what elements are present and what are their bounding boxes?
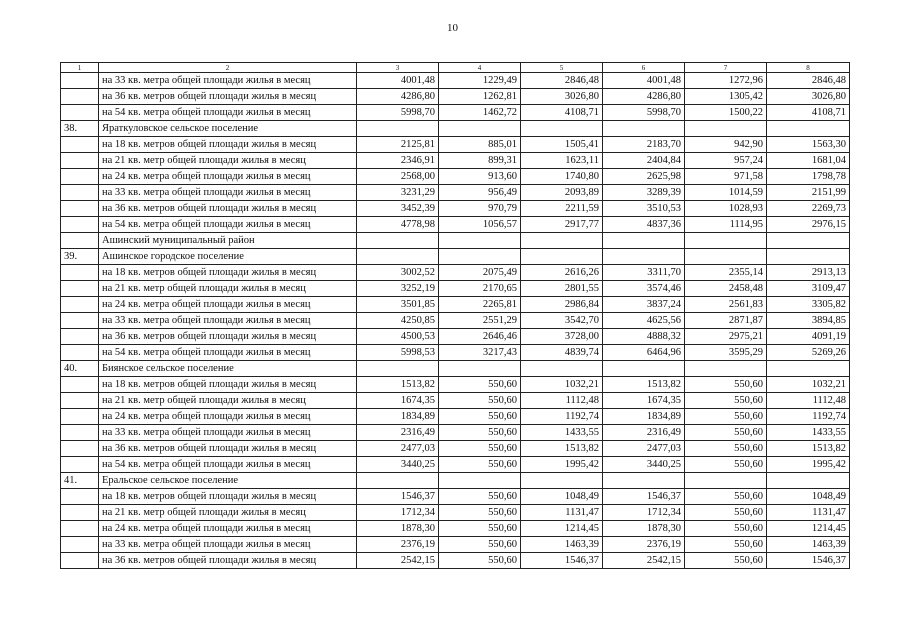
value-cell: 5998,70	[603, 105, 685, 121]
value-cell: 1229,49	[439, 73, 521, 89]
value-cell: 4888,32	[603, 329, 685, 345]
row-index	[61, 265, 99, 281]
value-cell: 1433,55	[521, 425, 603, 441]
value-cell: 3026,80	[767, 89, 850, 105]
empty-cell	[521, 249, 603, 265]
value-cell: 2477,03	[603, 441, 685, 457]
row-label: на 54 кв. метра общей площади жилья в месяц	[99, 457, 357, 473]
row-label: на 33 кв. метра общей площади жилья в месяц	[99, 73, 357, 89]
table-row	[61, 73, 850, 89]
value-cell: 550,60	[439, 505, 521, 521]
row-label: на 54 кв. метра общей площади жилья в месяц	[99, 105, 357, 121]
value-cell: 550,60	[685, 489, 767, 505]
row-index	[61, 345, 99, 361]
row-label: на 21 кв. метр общей площади жилья в месяц	[99, 505, 357, 521]
value-cell: 2542,15	[603, 553, 685, 569]
value-cell: 3452,39	[357, 201, 439, 217]
value-cell: 3217,43	[439, 345, 521, 361]
value-cell: 1032,21	[521, 377, 603, 393]
value-cell: 550,60	[439, 425, 521, 441]
value-cell: 1513,82	[357, 377, 439, 393]
row-label: на 21 кв. метр общей площади жилья в месяц	[99, 393, 357, 409]
row-index	[61, 425, 99, 441]
value-cell: 550,60	[439, 553, 521, 569]
row-index	[61, 89, 99, 105]
section-row	[61, 473, 850, 489]
row-index	[61, 153, 99, 169]
value-cell: 1681,04	[767, 153, 850, 169]
row-label: на 21 кв. метр общей площади жилья в месяц	[99, 281, 357, 297]
column-number: 8	[767, 63, 850, 73]
table-row	[61, 489, 850, 505]
table-row	[61, 457, 850, 473]
value-cell: 4286,80	[357, 89, 439, 105]
value-cell: 4091,19	[767, 329, 850, 345]
table-row	[61, 137, 850, 153]
value-cell: 4778,98	[357, 217, 439, 233]
value-cell: 2975,21	[685, 329, 767, 345]
value-cell: 2551,29	[439, 313, 521, 329]
table-row	[61, 169, 850, 185]
table-row	[61, 297, 850, 313]
row-index	[61, 553, 99, 569]
empty-cell	[767, 473, 850, 489]
row-label: на 33 кв. метра общей площади жилья в месяц	[99, 425, 357, 441]
value-cell: 2316,49	[603, 425, 685, 441]
row-index	[61, 409, 99, 425]
column-number: 6	[603, 63, 685, 73]
value-cell: 971,58	[685, 169, 767, 185]
row-index	[61, 105, 99, 121]
empty-cell	[439, 233, 521, 249]
value-cell: 1798,78	[767, 169, 850, 185]
value-cell: 5269,26	[767, 345, 850, 361]
value-cell: 550,60	[439, 457, 521, 473]
empty-cell	[521, 121, 603, 137]
row-index	[61, 313, 99, 329]
column-number: 4	[439, 63, 521, 73]
empty-cell	[521, 233, 603, 249]
value-cell: 2376,19	[603, 537, 685, 553]
row-index	[61, 73, 99, 89]
value-cell: 4108,71	[767, 105, 850, 121]
value-cell: 1513,82	[603, 377, 685, 393]
value-cell: 1563,30	[767, 137, 850, 153]
value-cell: 2801,55	[521, 281, 603, 297]
value-cell: 5998,70	[357, 105, 439, 121]
value-cell: 2151,99	[767, 185, 850, 201]
value-cell: 3026,80	[521, 89, 603, 105]
value-cell: 550,60	[439, 441, 521, 457]
value-cell: 1272,96	[685, 73, 767, 89]
empty-cell	[439, 121, 521, 137]
section-row	[61, 361, 850, 377]
row-label: на 54 кв. метра общей площади жилья в месяц	[99, 345, 357, 361]
value-cell: 2568,00	[357, 169, 439, 185]
value-cell: 2846,48	[767, 73, 850, 89]
value-cell: 970,79	[439, 201, 521, 217]
table-row	[61, 521, 850, 537]
value-cell: 2346,91	[357, 153, 439, 169]
value-cell: 3311,70	[603, 265, 685, 281]
value-cell: 2625,98	[603, 169, 685, 185]
value-cell: 2976,15	[767, 217, 850, 233]
value-cell: 3728,00	[521, 329, 603, 345]
value-cell: 2316,49	[357, 425, 439, 441]
value-cell: 550,60	[685, 553, 767, 569]
value-cell: 2170,65	[439, 281, 521, 297]
empty-cell	[357, 233, 439, 249]
row-index: 38.	[61, 121, 99, 137]
value-cell: 1112,48	[521, 393, 603, 409]
row-label: на 36 кв. метров общей площади жилья в месяц	[99, 329, 357, 345]
value-cell: 1546,37	[603, 489, 685, 505]
value-cell: 550,60	[439, 377, 521, 393]
value-cell: 2913,13	[767, 265, 850, 281]
row-index	[61, 393, 99, 409]
value-cell: 550,60	[685, 425, 767, 441]
table-row	[61, 329, 850, 345]
value-cell: 2871,87	[685, 313, 767, 329]
value-cell: 550,60	[685, 521, 767, 537]
value-cell: 3595,29	[685, 345, 767, 361]
table-row	[61, 393, 850, 409]
value-cell: 2265,81	[439, 297, 521, 313]
table-row	[61, 537, 850, 553]
value-cell: 1192,74	[767, 409, 850, 425]
value-cell: 1048,49	[767, 489, 850, 505]
section-title: Биянское сельское поселение	[99, 361, 357, 377]
value-cell: 2646,46	[439, 329, 521, 345]
row-label: на 18 кв. метров общей площади жилья в месяц	[99, 137, 357, 153]
empty-cell	[603, 249, 685, 265]
value-cell: 1131,47	[767, 505, 850, 521]
row-label: на 18 кв. метров общей площади жилья в месяц	[99, 377, 357, 393]
table-body	[61, 73, 850, 569]
value-cell: 1712,34	[603, 505, 685, 521]
row-index	[61, 329, 99, 345]
value-cell: 1262,81	[439, 89, 521, 105]
value-cell: 1674,35	[603, 393, 685, 409]
row-index	[61, 537, 99, 553]
empty-cell	[357, 361, 439, 377]
value-cell: 550,60	[685, 409, 767, 425]
row-label: на 24 кв. метра общей площади жилья в месяц	[99, 297, 357, 313]
table-row	[61, 153, 850, 169]
empty-cell	[767, 249, 850, 265]
value-cell: 1056,57	[439, 217, 521, 233]
value-cell: 956,49	[439, 185, 521, 201]
value-cell: 1995,42	[521, 457, 603, 473]
table-row	[61, 265, 850, 281]
table-row	[61, 425, 850, 441]
value-cell: 3231,29	[357, 185, 439, 201]
row-index: 41.	[61, 473, 99, 489]
value-cell: 1500,22	[685, 105, 767, 121]
value-cell: 2917,77	[521, 217, 603, 233]
row-label: на 24 кв. метра общей площади жилья в месяц	[99, 169, 357, 185]
value-cell: 1623,11	[521, 153, 603, 169]
value-cell: 2458,48	[685, 281, 767, 297]
table-row	[61, 89, 850, 105]
table-row	[61, 377, 850, 393]
table-row	[61, 201, 850, 217]
empty-cell	[357, 249, 439, 265]
empty-cell	[439, 249, 521, 265]
value-cell: 3252,19	[357, 281, 439, 297]
row-index	[61, 441, 99, 457]
value-cell: 1505,41	[521, 137, 603, 153]
value-cell: 3289,39	[603, 185, 685, 201]
value-cell: 550,60	[439, 521, 521, 537]
value-cell: 3109,47	[767, 281, 850, 297]
value-cell: 3440,25	[603, 457, 685, 473]
tariff-table	[60, 62, 850, 569]
value-cell: 1028,93	[685, 201, 767, 217]
row-index	[61, 521, 99, 537]
value-cell: 1112,48	[767, 393, 850, 409]
value-cell: 1546,37	[521, 553, 603, 569]
row-index	[61, 217, 99, 233]
column-number: 1	[61, 63, 99, 73]
section-row	[61, 249, 850, 265]
value-cell: 1834,89	[603, 409, 685, 425]
value-cell: 1513,82	[767, 441, 850, 457]
row-label: на 33 кв. метра общей площади жилья в месяц	[99, 537, 357, 553]
column-number: 3	[357, 63, 439, 73]
row-index	[61, 297, 99, 313]
value-cell: 550,60	[685, 377, 767, 393]
row-label: на 36 кв. метров общей площади жилья в месяц	[99, 89, 357, 105]
table-row	[61, 345, 850, 361]
value-cell: 550,60	[685, 441, 767, 457]
column-number: 5	[521, 63, 603, 73]
row-index	[61, 137, 99, 153]
row-index	[61, 169, 99, 185]
column-number: 2	[99, 63, 357, 73]
empty-cell	[685, 233, 767, 249]
table-row	[61, 313, 850, 329]
value-cell: 2211,59	[521, 201, 603, 217]
value-cell: 2404,84	[603, 153, 685, 169]
empty-cell	[357, 473, 439, 489]
value-cell: 2616,26	[521, 265, 603, 281]
column-number: 7	[685, 63, 767, 73]
value-cell: 899,31	[439, 153, 521, 169]
row-index	[61, 281, 99, 297]
value-cell: 1462,72	[439, 105, 521, 121]
row-index	[61, 377, 99, 393]
value-cell: 3440,25	[357, 457, 439, 473]
value-cell: 550,60	[439, 409, 521, 425]
value-cell: 550,60	[439, 393, 521, 409]
section-row	[61, 233, 850, 249]
value-cell: 1834,89	[357, 409, 439, 425]
value-cell: 550,60	[685, 537, 767, 553]
value-cell: 1192,74	[521, 409, 603, 425]
value-cell: 2542,15	[357, 553, 439, 569]
empty-cell	[685, 121, 767, 137]
value-cell: 1878,30	[357, 521, 439, 537]
row-index	[61, 505, 99, 521]
section-title: Еральское сельское поселение	[99, 473, 357, 489]
table-row	[61, 185, 850, 201]
row-label: на 54 кв. метра общей площади жилья в месяц	[99, 217, 357, 233]
value-cell: 1740,80	[521, 169, 603, 185]
value-cell: 2125,81	[357, 137, 439, 153]
row-index	[61, 489, 99, 505]
value-cell: 4001,48	[603, 73, 685, 89]
value-cell: 2183,70	[603, 137, 685, 153]
value-cell: 1114,95	[685, 217, 767, 233]
value-cell: 913,60	[439, 169, 521, 185]
empty-cell	[767, 361, 850, 377]
row-index: 39.	[61, 249, 99, 265]
value-cell: 2355,14	[685, 265, 767, 281]
value-cell: 4001,48	[357, 73, 439, 89]
row-index	[61, 233, 99, 249]
row-label: на 21 кв. метр общей площади жилья в месяц	[99, 153, 357, 169]
value-cell: 1032,21	[767, 377, 850, 393]
table-row	[61, 505, 850, 521]
value-cell: 3837,24	[603, 297, 685, 313]
row-index	[61, 201, 99, 217]
section-title: Ашинское городское поселение	[99, 249, 357, 265]
value-cell: 1048,49	[521, 489, 603, 505]
row-label: на 36 кв. метров общей площади жилья в месяц	[99, 553, 357, 569]
value-cell: 1214,45	[521, 521, 603, 537]
value-cell: 3501,85	[357, 297, 439, 313]
row-label: на 24 кв. метра общей площади жилья в месяц	[99, 521, 357, 537]
table-row	[61, 553, 850, 569]
value-cell: 1463,39	[767, 537, 850, 553]
column-number-row	[61, 63, 850, 73]
empty-cell	[603, 121, 685, 137]
value-cell: 2093,89	[521, 185, 603, 201]
empty-cell	[439, 473, 521, 489]
value-cell: 3894,85	[767, 313, 850, 329]
value-cell: 2846,48	[521, 73, 603, 89]
value-cell: 4837,36	[603, 217, 685, 233]
value-cell: 4250,85	[357, 313, 439, 329]
value-cell: 957,24	[685, 153, 767, 169]
value-cell: 1995,42	[767, 457, 850, 473]
value-cell: 3542,70	[521, 313, 603, 329]
value-cell: 550,60	[685, 393, 767, 409]
value-cell: 1674,35	[357, 393, 439, 409]
row-label: на 36 кв. метров общей площади жилья в месяц	[99, 441, 357, 457]
value-cell: 2376,19	[357, 537, 439, 553]
value-cell: 3574,46	[603, 281, 685, 297]
value-cell: 2986,84	[521, 297, 603, 313]
value-cell: 1546,37	[767, 553, 850, 569]
section-title: Ашинский муниципальный район	[99, 233, 357, 249]
value-cell: 1712,34	[357, 505, 439, 521]
empty-cell	[521, 473, 603, 489]
empty-cell	[521, 361, 603, 377]
value-cell: 942,90	[685, 137, 767, 153]
value-cell: 1305,42	[685, 89, 767, 105]
value-cell: 1546,37	[357, 489, 439, 505]
empty-cell	[767, 233, 850, 249]
value-cell: 2269,73	[767, 201, 850, 217]
value-cell: 3510,53	[603, 201, 685, 217]
value-cell: 5998,53	[357, 345, 439, 361]
empty-cell	[603, 233, 685, 249]
value-cell: 1878,30	[603, 521, 685, 537]
table-row	[61, 441, 850, 457]
empty-cell	[685, 249, 767, 265]
table-row	[61, 409, 850, 425]
section-row	[61, 121, 850, 137]
empty-cell	[603, 361, 685, 377]
row-label: на 24 кв. метра общей площади жилья в месяц	[99, 409, 357, 425]
value-cell: 1433,55	[767, 425, 850, 441]
empty-cell	[685, 473, 767, 489]
value-cell: 4500,53	[357, 329, 439, 345]
table-row	[61, 281, 850, 297]
value-cell: 6464,96	[603, 345, 685, 361]
row-label: на 18 кв. метров общей площади жилья в месяц	[99, 265, 357, 281]
value-cell: 1214,45	[767, 521, 850, 537]
page-number: 10	[447, 22, 458, 34]
row-index: 40.	[61, 361, 99, 377]
table-row	[61, 105, 850, 121]
row-label: на 33 кв. метра общей площади жилья в месяц	[99, 185, 357, 201]
value-cell: 2477,03	[357, 441, 439, 457]
section-title: Яраткуловское сельское поселение	[99, 121, 357, 137]
row-index	[61, 457, 99, 473]
value-cell: 1131,47	[521, 505, 603, 521]
value-cell: 550,60	[439, 537, 521, 553]
value-cell: 4839,74	[521, 345, 603, 361]
value-cell: 3305,82	[767, 297, 850, 313]
value-cell: 1463,39	[521, 537, 603, 553]
value-cell: 4286,80	[603, 89, 685, 105]
value-cell: 2075,49	[439, 265, 521, 281]
row-index	[61, 185, 99, 201]
empty-cell	[603, 473, 685, 489]
value-cell: 4108,71	[521, 105, 603, 121]
value-cell: 885,01	[439, 137, 521, 153]
empty-cell	[439, 361, 521, 377]
empty-cell	[357, 121, 439, 137]
empty-cell	[767, 121, 850, 137]
row-label: на 36 кв. метров общей площади жилья в месяц	[99, 201, 357, 217]
value-cell: 1513,82	[521, 441, 603, 457]
value-cell: 2561,83	[685, 297, 767, 313]
row-label: на 18 кв. метров общей площади жилья в месяц	[99, 489, 357, 505]
empty-cell	[685, 361, 767, 377]
value-cell: 550,60	[685, 457, 767, 473]
value-cell: 3002,52	[357, 265, 439, 281]
row-label: на 33 кв. метра общей площади жилья в месяц	[99, 313, 357, 329]
value-cell: 550,60	[685, 505, 767, 521]
value-cell: 4625,56	[603, 313, 685, 329]
table-row	[61, 217, 850, 233]
value-cell: 1014,59	[685, 185, 767, 201]
value-cell: 550,60	[439, 489, 521, 505]
